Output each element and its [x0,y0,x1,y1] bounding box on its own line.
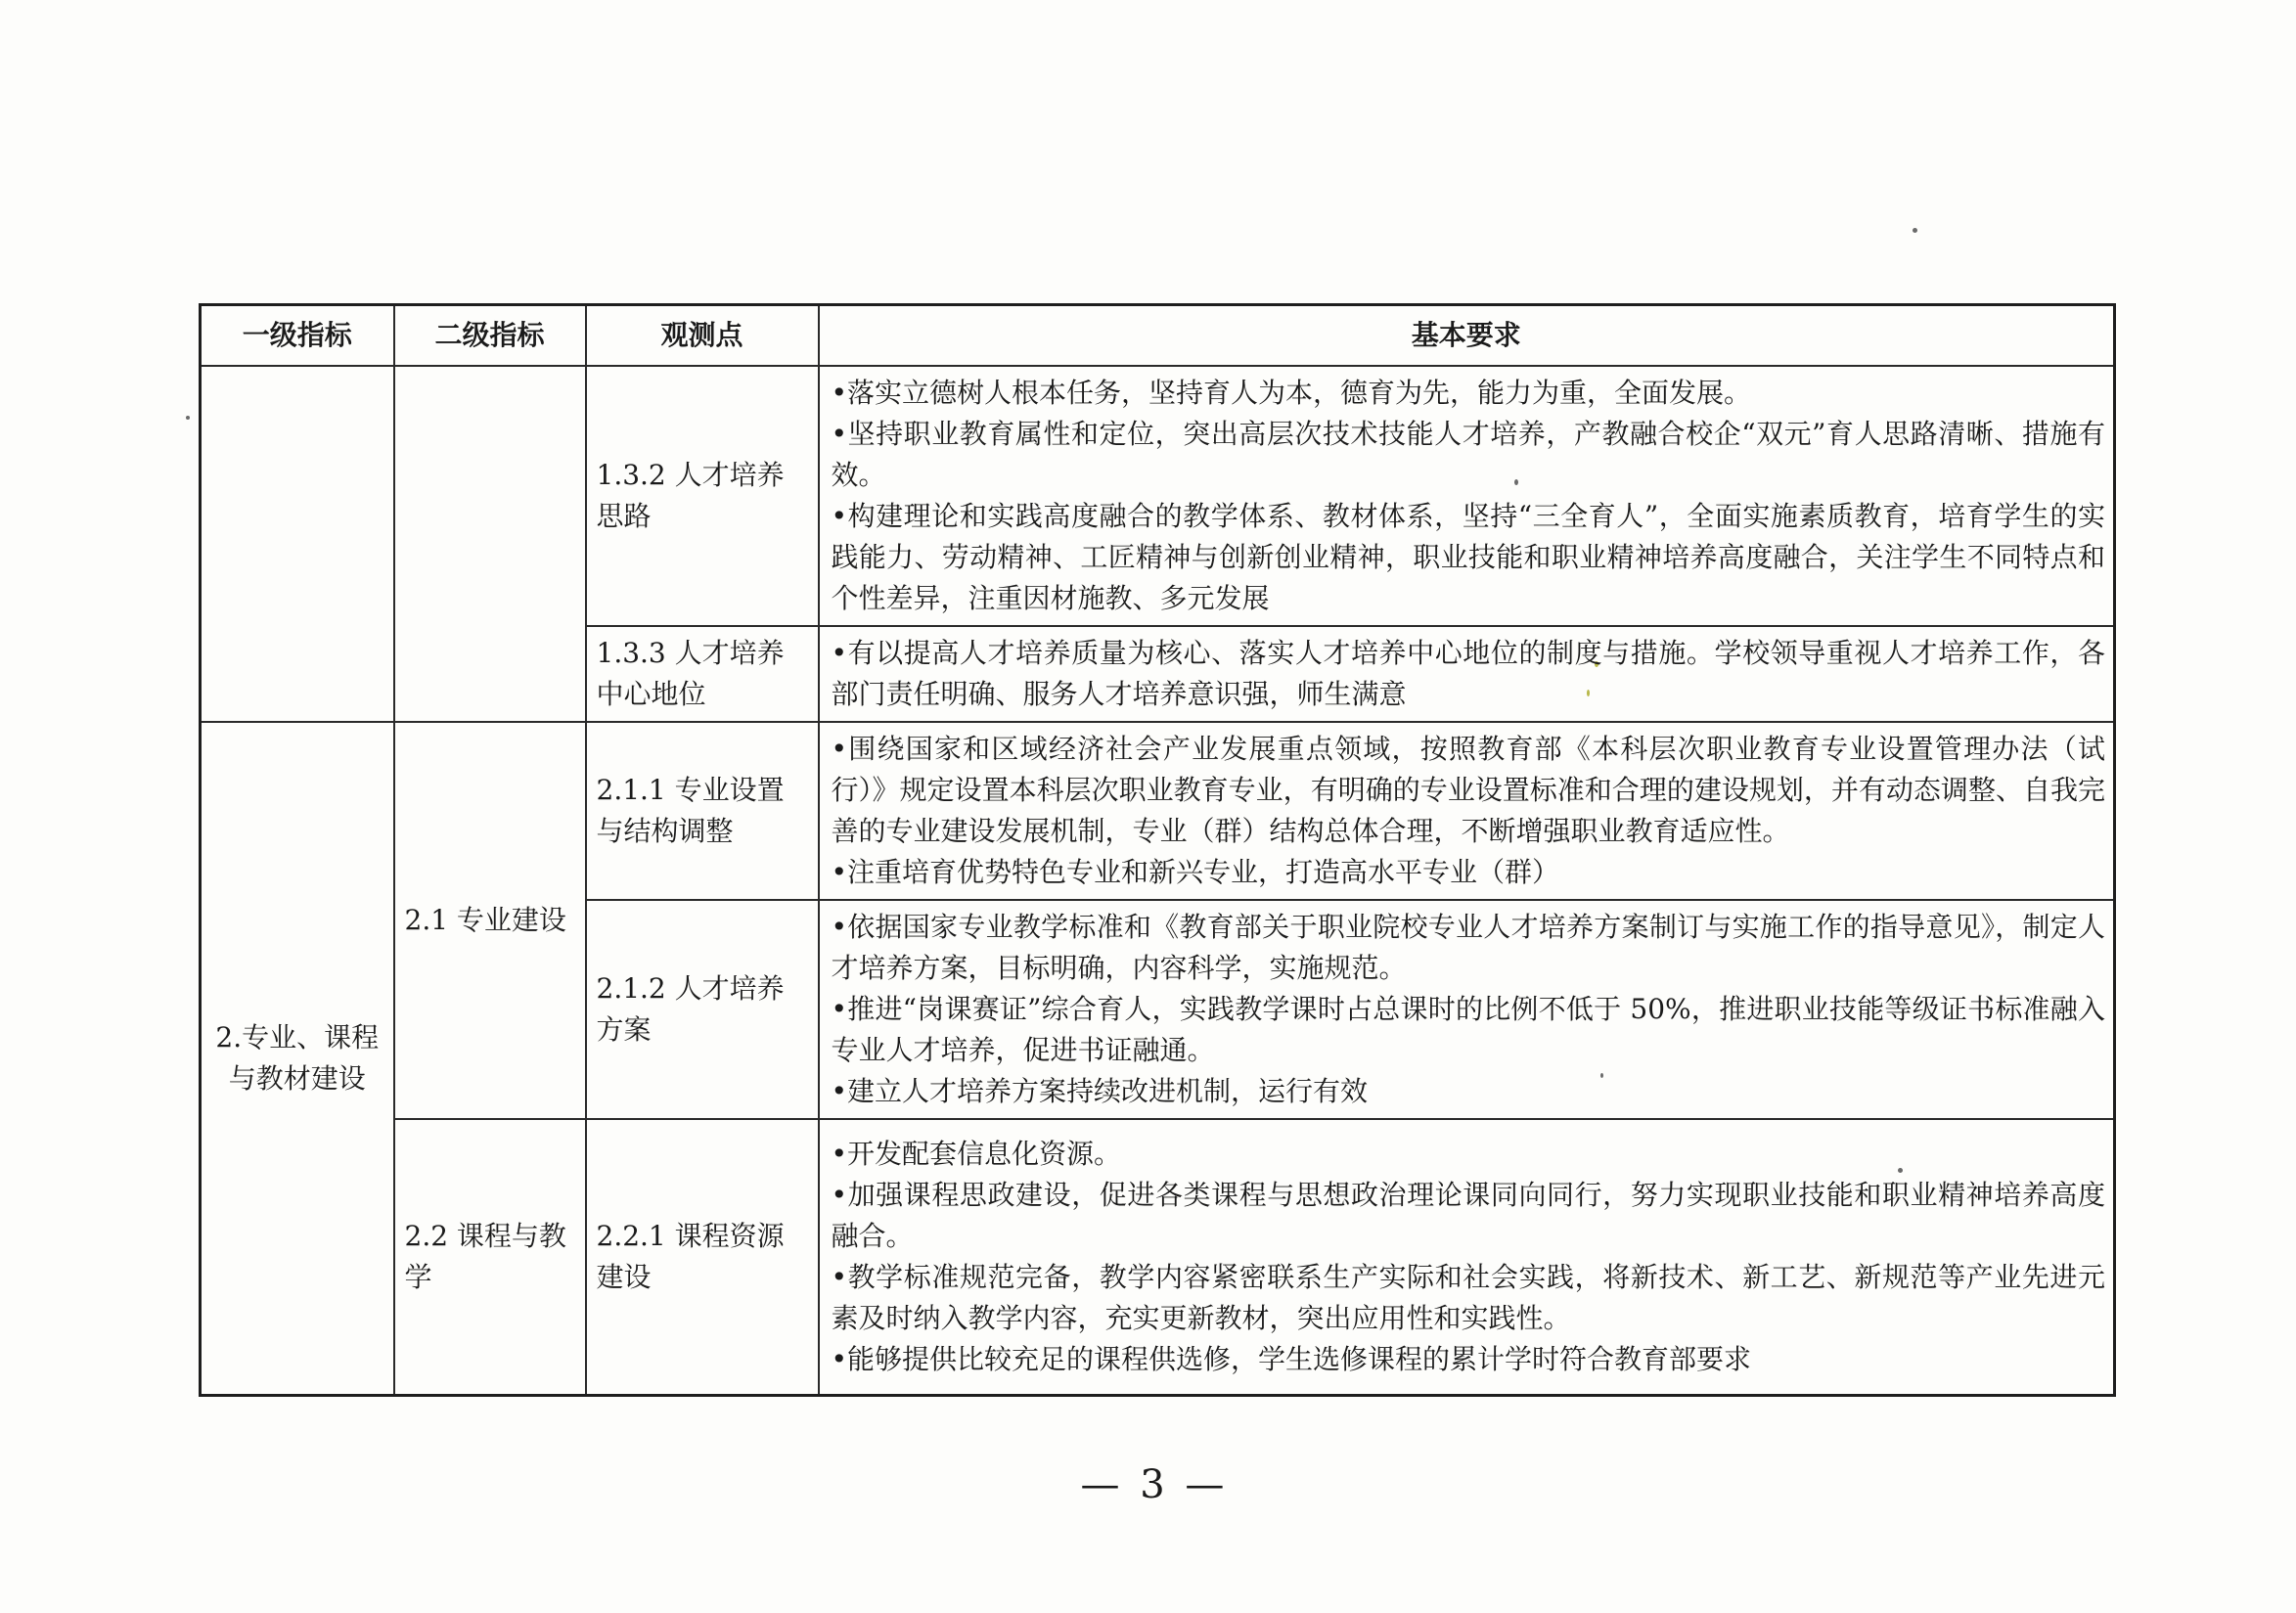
observation-point-cell: 2.1.2 人才培养方案 [586,900,819,1119]
requirement-item: •依据国家专业教学标准和《教育部关于职业院校专业人才培养方案制订与实施工作的指导意见》，制定人才培养方案，目标明确，内容科学，实施规范。 [831,911,2105,984]
observation-point-cell: 2.1.1 专业设置与结构调整 [586,722,819,900]
level1-cell-empty [201,366,394,722]
header-level1-indicator: 一级指标 [201,305,394,367]
scan-speck [186,416,190,420]
observation-point-cell: 1.3.2 人才培养思路 [586,366,819,626]
table-row [201,1119,2115,1396]
requirement-item: •能够提供比较充足的课程供选修，学生选修课程的累计学时符合教育部要求 [831,1343,1752,1375]
table-row [201,366,2115,626]
scan-speck [1913,228,1917,233]
requirements-cell [819,366,2115,626]
table-row [201,722,2115,900]
requirement-item: •坚持职业教育属性和定位，突出高层次技术技能人才培养，产教融合校企“双元”育人思路清晰、措施有效。 [831,418,2105,491]
header-level2-indicator: 二级指标 [394,305,586,367]
requirements-cell [819,626,2115,722]
requirement-item: •开发配套信息化资源。 [831,1138,1122,1170]
level2-cell: 2.2 课程与教学 [394,1119,586,1396]
level2-cell-empty [394,366,586,722]
requirements-cell [819,900,2115,1119]
requirement-item: •加强课程思政建设，促进各类课程与思想政治理论课同向同行，努力实现职业技能和职业精神培养高度融合。 [831,1179,2105,1252]
header-observation-point: 观测点 [586,305,819,367]
requirement-item: •建立人才培养方案持续改进机制，运行有效 [831,1075,1369,1107]
requirements-cell [819,1119,2115,1396]
level2-cell: 2.1 专业建设 [394,722,586,1119]
table-header-row [201,305,2115,367]
requirement-item: •教学标准规范完备，教学内容紧密联系生产实际和社会实践，将新技术、新工艺、新规范等产业先进元素及时纳入教学内容，充实更新教材，突出应用性和实践性。 [831,1261,2105,1334]
observation-point-cell: 1.3.3 人才培养中心地位 [586,626,819,722]
header-basic-requirements: 基本要求 [819,305,2115,367]
requirements-cell [819,722,2115,900]
requirement-item: •有以提高人才培养质量为核心、落实人才培养中心地位的制度与措施。学校领导重视人才培养工作，各部门责任明确、服务人才培养意识强，师生满意 [831,637,2105,710]
observation-point-cell: 2.2.1 课程资源建设 [586,1119,819,1396]
requirement-item: •落实立德树人根本任务，坚持育人为本，德育为先，能力为重，全面发展。 [831,377,1752,409]
evaluation-table [199,303,2116,1397]
requirement-item: •构建理论和实践高度融合的教学体系、教材体系，坚持“三全育人”，全面实施素质教育，培育学生的实践能力、劳动精神、工匠精神与创新创业精神，职业技能和职业精神培养高度融合，关注学生不同特点和个性差异，注重因材施教、多元发展 [831,500,2105,614]
level1-cell: 2.专业、课程与教材建设 [201,722,394,1396]
requirement-item: •注重培育优势特色专业和新兴专业，打造高水平专业（群） [831,856,1560,888]
requirement-item: •推进“岗课赛证”综合育人，实践教学课时占总课时的比例不低于 50%，推进职业技能等级证书标准融入专业人才培养，促进书证融通。 [831,993,2105,1066]
requirement-item: •围绕国家和区域经济社会产业发展重点领域，按照教育部《本科层次职业教育专业设置管理办法（试行）》规定设置本科层次职业教育专业，有明确的专业设置标准和合理的建设规划，并有动态调整、自我完善的专业建设发展机制，专业（群）结构总体合理，不断增强职业教育适应性。 [831,733,2105,847]
page-number: — 3 — [1080,1462,1229,1507]
